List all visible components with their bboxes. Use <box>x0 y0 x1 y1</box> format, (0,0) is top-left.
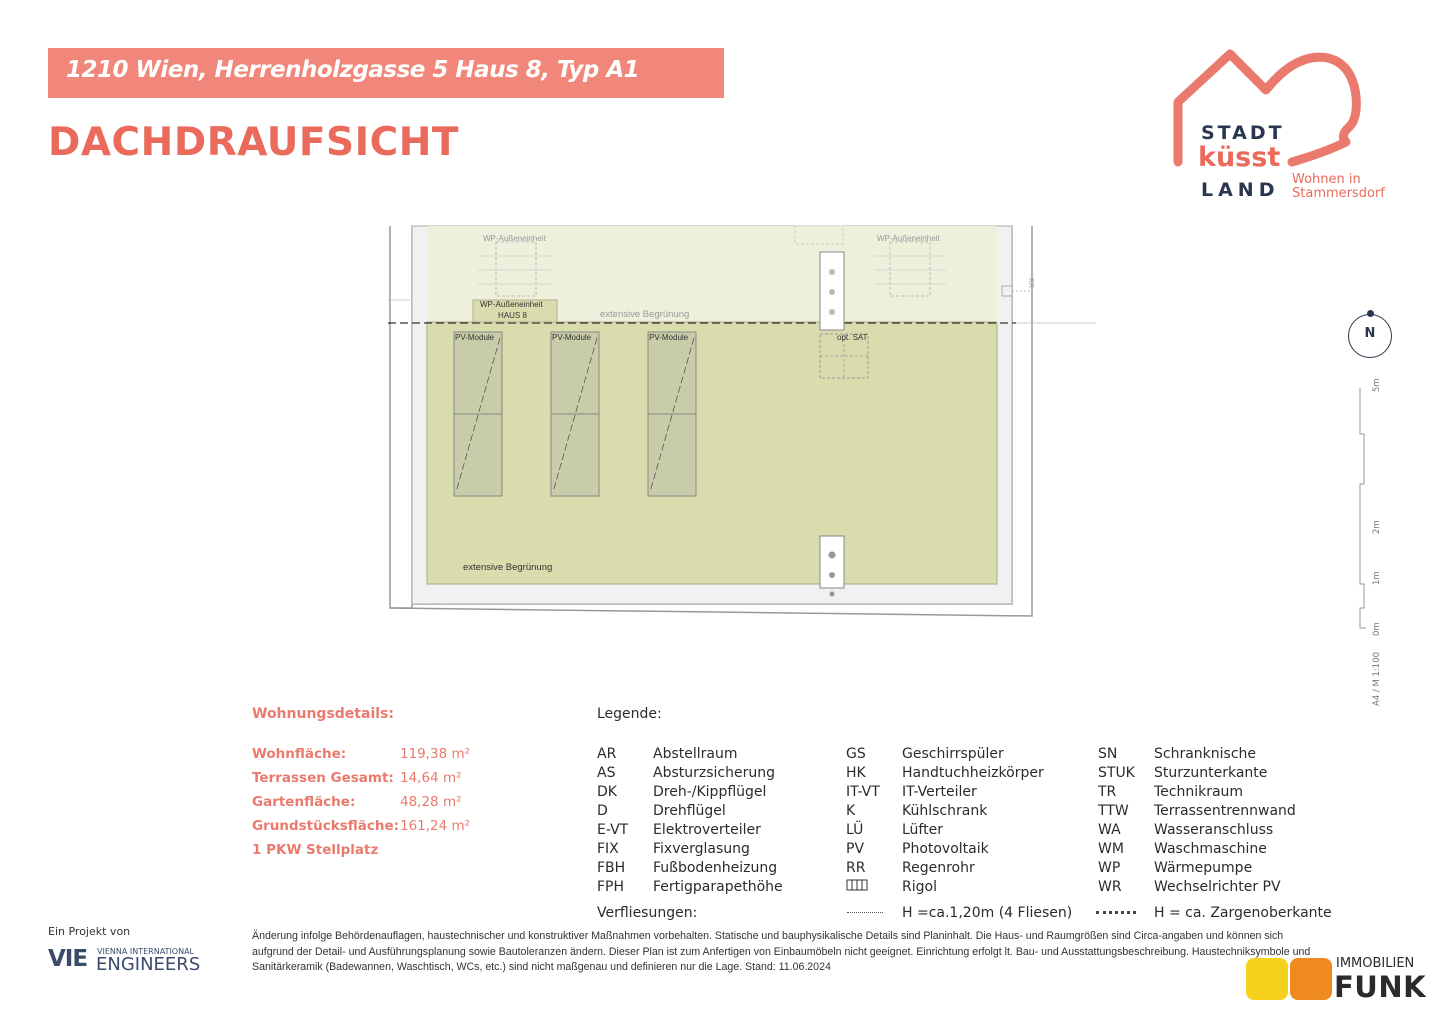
rigol-icon <box>846 879 866 891</box>
pv-module-2-label: PV-Module <box>552 333 592 342</box>
legend-abbr: D <box>597 803 608 819</box>
vie-mark: VIE <box>48 946 88 972</box>
legend-text: Sturzunterkante <box>1154 765 1268 781</box>
legend-text: Geschirrspüler <box>902 746 1004 762</box>
north-arrow-compass <box>1348 314 1392 358</box>
legend-abbr: WA <box>1098 822 1121 838</box>
legend-abbr: DK <box>597 784 617 800</box>
pv-module-1 <box>454 332 502 496</box>
legend-text: Waschmaschine <box>1154 841 1267 857</box>
legend-abbr: TR <box>1098 784 1117 800</box>
legend-text: Fußbodenheizung <box>653 860 778 876</box>
legend-abbr: HK <box>846 765 866 781</box>
legend-text: Handtuchheizkörper <box>902 765 1044 781</box>
legend-text: Wärmepumpe <box>1154 860 1253 876</box>
pv-module-3-label: PV-Module <box>649 333 689 342</box>
legend-text: Fixverglasung <box>653 841 750 857</box>
legend-abbr: E-VT <box>597 822 629 838</box>
logo-tagline-1: Wohnen in <box>1292 172 1361 187</box>
detail-value-grundstuecksflaeche: 161,24 m² <box>400 818 471 834</box>
legend-text: Rigol <box>902 879 937 895</box>
legend-abbr: TTW <box>1098 803 1129 819</box>
legend-abbr: PV <box>846 841 865 857</box>
detail-label-grundstuecksflaeche: Grundstücksfläche: <box>252 818 400 834</box>
legend-text: Regenrohr <box>902 860 975 876</box>
north-marker-dot <box>1367 310 1374 317</box>
sat-label: opt. SAT <box>837 333 868 342</box>
detail-value-terrassen: 14,64 m² <box>400 770 462 786</box>
legend-text: Dreh-/Kippflügel <box>653 784 767 800</box>
address-text: 1210 Wien, Herrenholzgasse 5 Haus 8, Typ A1 <box>66 57 640 83</box>
legend-text: Fertigparapethöhe <box>653 879 783 895</box>
green-roof-bottom-label: extensive Begrünung <box>463 562 553 573</box>
wp-haus-label-2: HAUS 8 <box>498 311 527 320</box>
legend-abbr: RR <box>846 860 866 876</box>
logo-tagline-2: Stammersdorf <box>1292 186 1385 201</box>
roof-plan <box>380 220 1100 630</box>
wp-unit-left-label: WP-Außeneinheit <box>483 234 546 243</box>
tiling-value-1: H =ca.1,20m (4 Fliesen) <box>902 905 1073 921</box>
vie-small-text: VIENNA INTERNATIONAL <box>97 947 195 956</box>
legend-text: Wechselrichter PV <box>1154 879 1281 895</box>
legend-abbr: WM <box>1098 841 1124 857</box>
green-roof-top-label: extensive Begrünung <box>600 309 690 320</box>
legend-text: Elektroverteiler <box>653 822 761 838</box>
logo-stadt: STADT <box>1201 122 1285 144</box>
logo-kuesst: küsst <box>1198 142 1281 173</box>
legend-text: Kühlschrank <box>902 803 988 819</box>
wp-haus-label-1: WP-Außeneinheit <box>480 300 543 309</box>
legend-abbr: WP <box>1098 860 1121 876</box>
detail-value-gartenflaeche: 48,28 m² <box>400 794 462 810</box>
legend-text: Lüfter <box>902 822 943 838</box>
scale-tick-0m: 0m <box>1372 622 1382 636</box>
legend-abbr: FIX <box>597 841 619 857</box>
tiling-dotted-line-icon <box>847 912 883 913</box>
logo-land: LAND <box>1201 179 1280 201</box>
project-by-label: Ein Projekt von <box>48 925 131 938</box>
detail-value-wohnflaeche: 119,38 m² <box>400 746 471 762</box>
stadt-kuesst-land-logo <box>1168 44 1408 214</box>
scale-tick-5m: 5m <box>1372 378 1382 392</box>
tiling-dots-icon <box>1096 911 1136 914</box>
legend-abbr: FBH <box>597 860 626 876</box>
legend-text: Technikraum <box>1154 784 1244 800</box>
vie-big-text: ENGINEERS <box>96 954 201 975</box>
immobilien-funk-logo <box>1246 956 1426 1004</box>
legend-text: Photovoltaik <box>902 841 989 857</box>
tiling-label: Verfliesungen: <box>597 905 698 921</box>
address-banner <box>48 48 724 98</box>
legend-text: IT-Verteiler <box>902 784 977 800</box>
vie-engineers-logo <box>48 946 218 976</box>
legend-text: Drehflügel <box>653 803 726 819</box>
funk-yellow-square <box>1246 958 1288 1000</box>
legend-text: Absturzsicherung <box>653 765 775 781</box>
detail-label-terrassen: Terrassen Gesamt: <box>252 770 394 786</box>
north-label: N <box>1364 326 1376 341</box>
funk-big-text: FUNK <box>1334 970 1427 1004</box>
funk-small-text: IMMOBILIEN <box>1336 956 1415 971</box>
scale-tick-1m: 1m <box>1372 571 1382 585</box>
legend-abbr: WR <box>1098 879 1122 895</box>
legend-abbr: IT-VT <box>846 784 880 800</box>
legend-title: Legende: <box>597 706 662 722</box>
legend-abbr: STUK <box>1098 765 1135 781</box>
details-title: Wohnungsdetails: <box>252 706 394 722</box>
pv-module-3 <box>648 332 696 496</box>
scale-bar <box>1340 380 1400 710</box>
scale-tick-2m: 2m <box>1372 520 1382 534</box>
legend-text: Schranknische <box>1154 746 1257 762</box>
legend-text: Abstellraum <box>653 746 738 762</box>
funk-orange-square <box>1290 958 1332 1000</box>
scale-format: A4 / M 1:100 <box>1372 651 1382 706</box>
rr-label: RR <box>1027 278 1034 289</box>
legend-abbr: AR <box>597 746 617 762</box>
pv-module-2 <box>551 332 599 496</box>
legend-text: Terrassentrennwand <box>1154 803 1296 819</box>
legend-abbr: SN <box>1098 746 1118 762</box>
legend-text: Wasseranschluss <box>1154 822 1274 838</box>
detail-label-gartenflaeche: Gartenfläche: <box>252 794 356 810</box>
scale-bar-lines <box>1350 380 1380 640</box>
legend-abbr: FPH <box>597 879 625 895</box>
legend-abbr: K <box>846 803 856 819</box>
disclaimer-note: Änderung infolge Behördenauflagen, haustechnischer und konstruktiver Maßnahmen vorbehalten. Statische und bauphysikalische Details sind Planinhalt. Die Haus- und Raumgrößen sind Circa-angaben und können sich aufgrund der Detail- und Ausführungsplanung sowie Bautoleranzen ändern. Dieser Plan ist zum Anfertigen von Einbaumöbeln nicht geeignet. Einrichtung erfolgt lt. Bau- und Ausstattungsbeschreibung. Haustechniksymbole und Sanitärkeramik (Badewannen, Waschtisch, WCs, etc.) sind nicht maßgenau und definieren nur die Lage. Stand: 11.06.2024 <box>252 930 1311 973</box>
detail-label-stellplatz: 1 PKW Stellplatz <box>252 842 379 858</box>
legend-abbr: LÜ <box>846 822 864 838</box>
page-title: DACHDRAUFSICHT <box>48 120 459 165</box>
detail-label-wohnflaeche: Wohnfläche: <box>252 746 347 762</box>
wp-unit-right-label: WP-Außeneinheit <box>877 234 940 243</box>
legend-abbr: GS <box>846 746 866 762</box>
tiling-value-2: H = ca. Zargenoberkante <box>1154 905 1332 921</box>
pv-module-1-label: PV-Module <box>455 333 495 342</box>
legend-abbr: AS <box>597 765 616 781</box>
